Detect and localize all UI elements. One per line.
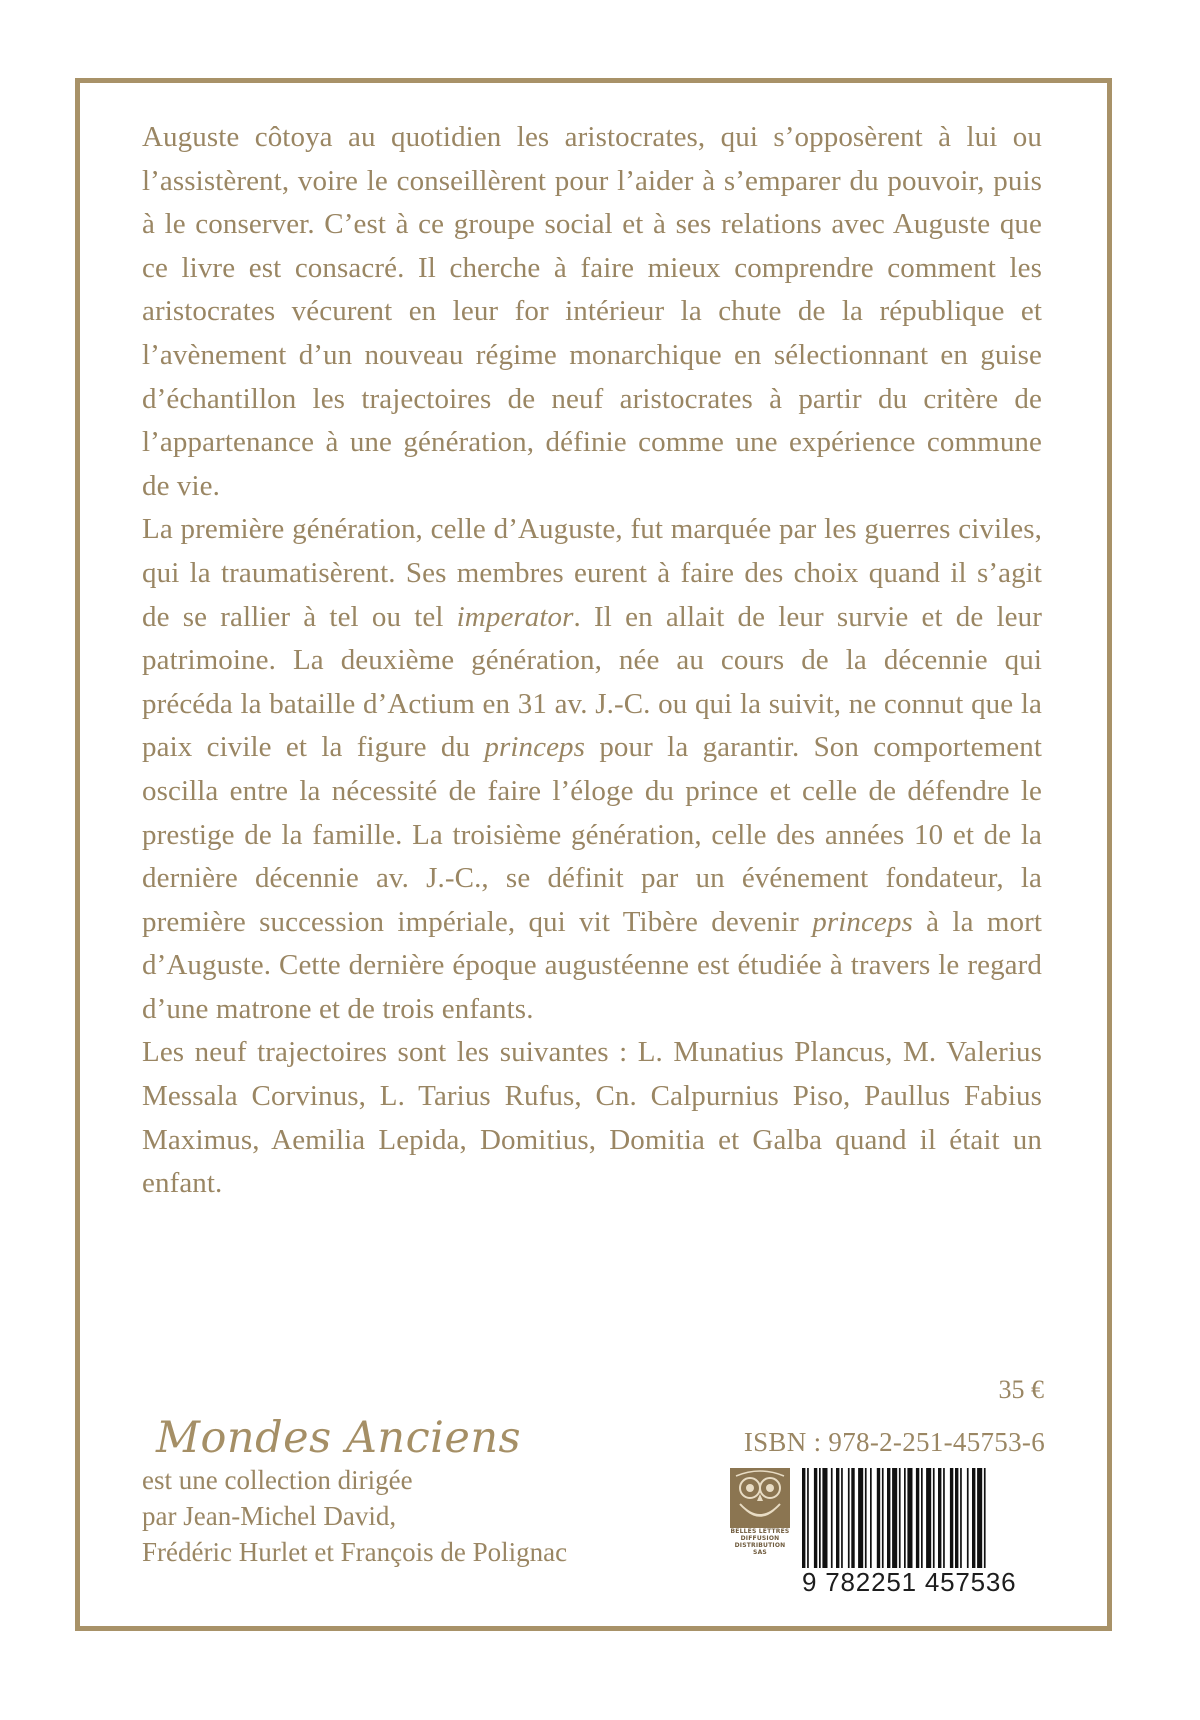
collection-line: est une collection dirigée [142,1465,413,1495]
logo-text: SAS [753,1549,767,1556]
barcode-bar [887,1468,890,1568]
barcode-bar [822,1468,827,1568]
blurb-italic-term: imperator [456,600,574,633]
barcode-bar [892,1468,897,1576]
blurb-italic-term: princeps [812,905,913,938]
barcode-bar [877,1468,880,1568]
barcode-bar [836,1468,839,1568]
barcode-bar [943,1468,945,1568]
blurb-paragraph-3: Les neuf trajectoires sont les suivantes : L. Munatius Plancus, M. Valerius Messala Corvinus, L. Tarius Rufus, Cn. Calpurnius Piso, Paullus Fabius Maximus, Aemilia Lepida, Domitius, Domitia et Galba quand il était un enfant. [142,1036,1042,1200]
barcode-bar [807,1468,809,1576]
logo-text: BELLES LETTRES [730,1528,790,1535]
blurb-paragraph-2 [142,508,1042,1031]
collection-credits [142,1414,662,1570]
blurb-paragraph-1: Auguste côtoya au quotidien les aristocrates, qui s’opposèrent à lui ou l’assistèrent, voire le conseillèrent pour l’aider à s’emparer du pouvoir, puis à le conserver. C’est à ce groupe social et à ses relations avec Auguste que ce livre est consacré. Il cherche à faire mieux comprendre comment les aristocrates vécurent en leur for intérieur la chute de la république et l’avènement d’un nouveau régime monarchique en sélectionnant en guise d’échantillon les trajectoires de neuf aristocrates à partir du critère de l’appartenance à une génération, définie comme une expérience commune de vie. [142,121,1042,502]
blurb-text: à la mort d’Auguste. Cette dernière époque augustéenne est étudiée à travers le regard d’une matrone et de trois enfants. [142,905,1042,1025]
barcode-bar [848,1468,850,1568]
barcode-bar [955,1468,958,1568]
collection-title: Mondes Anciens [156,1413,522,1463]
barcode-bar [882,1468,884,1568]
barcode-bar [933,1468,935,1568]
logo-text: DISTRIBUTION [734,1542,786,1549]
barcode-bar [904,1468,906,1568]
barcode-bar [851,1468,854,1568]
publisher-logo [730,1468,790,1554]
barcode-bar [984,1468,986,1576]
barcode-bar [921,1468,923,1568]
barcode-bar [870,1468,872,1568]
barcode-bar [819,1468,821,1568]
price-label: 35 € [998,1375,1044,1404]
barcode-bar [831,1468,833,1568]
barcode-digits: 9 782251 457536 [800,1568,1046,1596]
barcode-bar [899,1468,901,1568]
barcode-bar [967,1468,969,1568]
blurb-text: pour la garantir. Son comportement oscilla entre la nécessité de faire l’éloge du prince et celle de défendre le prestige de la famille. La troisième génération, celle des années 10 et de la dernière décennie av. J.-C., se définit par un événement fondateur, la première succession impériale, qui vit Tibère devenir [142,731,1042,938]
barcode-bar [841,1468,843,1568]
blurb-text: . Il en allait de leur survie et de leur patrimoine. La deuxième génération, née au cours de la décennie qui précéda la bataille d’Actium en 31 av. J.-C. ou qui la suivit, ne connut que la paix civile et la figure du [142,600,1042,764]
logo-text: DIFFUSION [740,1535,780,1542]
barcode-bar [865,1468,867,1568]
barcode-bar [858,1468,863,1568]
collection-line: Frédéric Hurlet et François de Polignac [142,1537,568,1567]
barcode-icon [800,1468,1044,1578]
barcode-bar [907,1468,912,1568]
collection-line: par Jean-Michel David, [142,1501,397,1531]
barcode-bar [960,1468,962,1568]
barcode-bar [916,1468,919,1568]
barcode-bar [926,1468,931,1568]
back-cover-blurb [142,116,1042,1206]
barcode-bar [938,1468,941,1568]
barcode-bar [802,1468,805,1576]
barcode-bar [977,1468,982,1568]
blurb-italic-term: princeps [484,731,586,764]
barcode-bar [972,1468,975,1568]
owl-emblem-icon [730,1468,790,1528]
barcode-bar [814,1468,817,1568]
blurb-text: La première génération, celle d’Auguste, fut marquée par les guerres civiles, qui la traumatisèrent. Ses membres eurent à faire des choix quand il s’agit de se rallier à tel ou tel [142,513,1042,633]
isbn-label: ISBN : 978-2-251-45753-6 [743,1427,1045,1457]
barcode-bar [950,1468,953,1568]
